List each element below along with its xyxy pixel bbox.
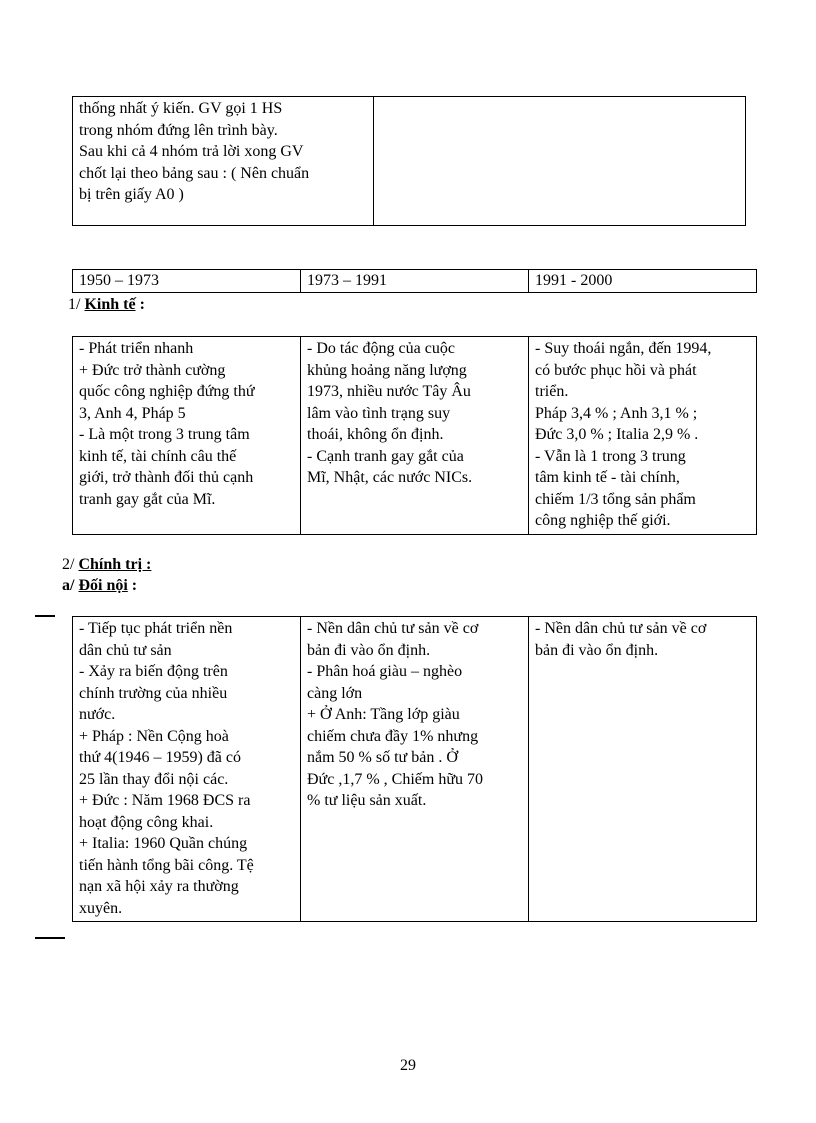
economy-text-2: - Do tác động của cuộc khủng hoảng năng lượng 1973, nhiều nước Tây Âu lâm vào tình trạng suy thoái, không ổn định. - Cạnh tranh gay gắt của Mĩ, Nhật, các nước NICs. [307,340,473,486]
economy-heading-suffix: : [135,296,145,313]
politics-heading-label: Chính trị : [78,556,152,573]
economy-table [72,336,757,535]
domestic-cell-1950-1973 [73,617,301,922]
domestic-text-1: - Tiếp tục phát triển nền dân chủ tư sản - Xảy ra biến động trên chính trường của nhiều nước. + Pháp : Nền Cộng hoà thứ 4(1946 – 1959) đã có 25 lần thay đổi nội các. + Đức : Năm 1968 ĐCS ra hoạt động công khai. + Italia: 1960 Quần chúng tiến hành tổng bãi công. Tệ nạn xã hội xảy ra thường xuyên. [79,620,254,917]
politics-heading-number: 2/ [62,556,75,573]
economy-cell-1950-1973 [73,337,301,535]
domestic-heading-number: a/ [62,577,75,594]
economy-cell-1991-2000 [529,337,757,535]
domestic-text-3: - Nền dân chủ tư sản về cơ bản đi vào ổn định. [535,620,707,659]
domestic-cell-1991-2000 [529,617,757,922]
period-header-table [72,269,757,293]
domestic-cell-1973-1991 [301,617,529,922]
domestic-heading [62,575,137,596]
top-table-left-text: thống nhất ý kiến. GV gọi 1 HS trong nhóm đứng lên trình bày. Sau khi cả 4 nhóm trả lời xong GV chốt lại theo bảng sau : ( Nên chuẩn bị trên giấy A0 ) [79,100,310,203]
economy-heading [68,294,145,315]
domestic-text-2: - Nền dân chủ tư sản về cơ bản đi vào ổn định. - Phân hoá giàu – nghèo càng lớn + Ở Anh: Tầng lớp giàu chiếm chưa đầy 1% nhưng nắm 50 % số tư bản . Ở Đức ,1,7 % , Chiếm hữu 70 % tư liệu sản xuất. [307,620,483,809]
margin-mark-bottom [35,937,65,939]
economy-text-3: - Suy thoái ngắn, đến 1994, có bước phục hồi và phát triển. Pháp 3,4 % ; Anh 3,1 % ; Đức 3,0 % ; Italia 2,9 % . - Vẫn là 1 trong 3 trung tâm kinh tế - tài chính, chiếm 1/3 tổng sản phẩm công nghiệp thế giới. [535,340,712,529]
period-2: 1973 – 1991 [301,270,529,293]
economy-heading-number: 1/ [68,296,81,313]
margin-mark-top [35,615,55,617]
economy-cell-1973-1991 [301,337,529,535]
page-number: 29 [400,1057,416,1074]
politics-heading [62,554,151,575]
period-1: 1950 – 1973 [73,270,301,293]
economy-text-1: - Phát triển nhanh + Đức trở thành cường quốc công nghiệp đứng thứ 3, Anh 4, Pháp 5 - Là một trong 3 trung tâm kinh tế, tài chính câu thế giới, trở thành đối thủ cạnh tranh gay gắt của Mĩ. [79,340,255,508]
domestic-heading-suffix: : [127,577,138,594]
domestic-table [72,616,757,922]
top-table [72,96,746,226]
top-table-right-cell [374,97,746,226]
period-3: 1991 - 2000 [529,270,757,293]
economy-heading-label: Kinh tế [84,296,136,313]
top-table-left-cell [73,97,374,226]
domestic-heading-label: Đối nội [78,577,128,594]
